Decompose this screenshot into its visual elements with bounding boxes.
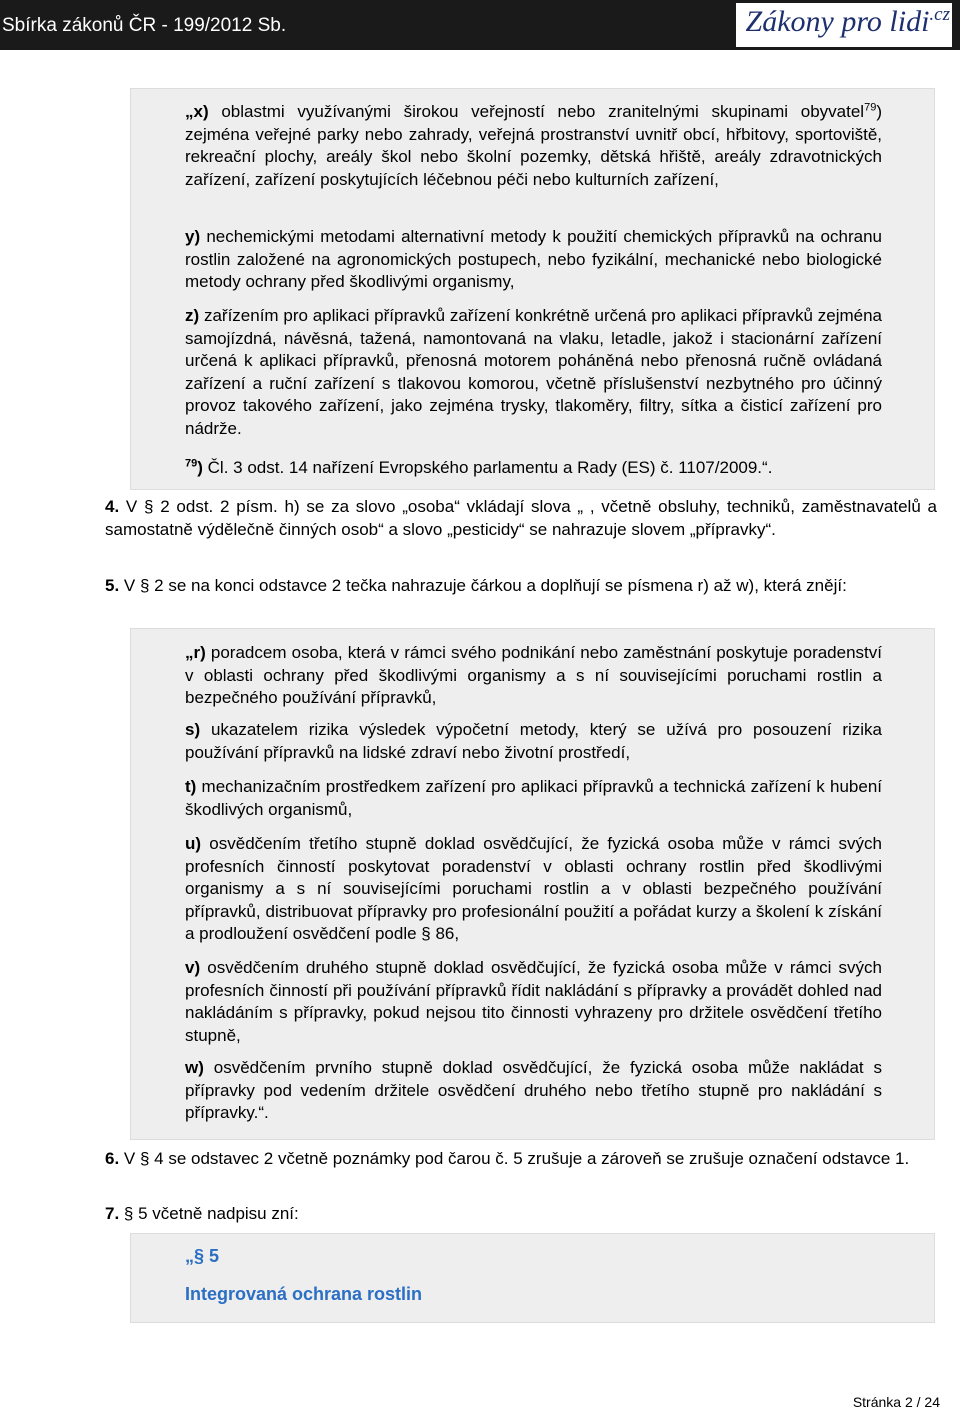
definition-y (185, 226, 882, 294)
definition-x (185, 101, 882, 191)
footnote-number: 79 (185, 457, 198, 470)
item-label-v: v) (185, 958, 201, 977)
item-label-r: „r) (185, 643, 206, 662)
point-number-4: 4. (105, 497, 120, 516)
amendment-point-5 (105, 575, 937, 598)
item-text-z: zařízením pro aplikaci přípravků zařízení konkrétně určená pro aplikaci přípravků zejména samojízdná, návěsná, tažená, namontovaná na vlaku, letadle, jakož i stacionární zařízení určená k aplikaci přípravků, přenosná motorem poháněná nebo přenosná ručně ovládaná zařízení a ruční zařízení s tlakovou komorou, včetně příslušenství nezbytného pro účinný provoz takového zařízení, jako zejména trysky, tlakoměry, filtry, sítka a čisticí zařízení pro nádrže. (185, 306, 882, 438)
item-text-s: ukazatelem rizika výsledek výpočetní metody, který se užívá pro posouzení rizika používání přípravků na lidské zdraví nebo životní prostředí, (185, 720, 882, 762)
document-title: Sbírka zákonů ČR - 199/2012 Sb. (2, 15, 287, 36)
site-logo[interactable] (736, 3, 952, 47)
definition-z (185, 305, 882, 441)
point-number-6: 6. (105, 1149, 120, 1168)
footnote-paren: ) (197, 458, 203, 477)
footnote-ref-79[interactable]: 79 (864, 101, 877, 114)
point-text-7: § 5 včetně nadpisu zní: (119, 1204, 299, 1223)
item-text-x-b: ) zejména veřejné parky nebo zahrady, veřejná prostranství uvnitř obcí, hřbitovy, sportoviště, rekreační plochy, areály škol nebo školní pozemky, dětská hřiště, areály zdravotnických zařízení, zařízení poskytujících léčebnou péči nebo kulturních zařízení, (185, 102, 882, 189)
item-label-w: w) (185, 1058, 204, 1077)
item-text-v: osvědčením druhého stupně doklad osvědčující, že fyzická osoba může v rámci svých profesních činností při používání přípravků řídit nakládání s přípravky a provádět dohled nad nakládáním s přípravky, pokud nejsou tito činnosti vyhrazeny pro držitele osvědčení třetího stupně, (185, 958, 882, 1045)
item-text-x-a: oblastmi využívanými širokou veřejností nebo zranitelnými skupinami obyvatel (208, 102, 865, 121)
definition-w (185, 1057, 882, 1125)
point-number-7: 7. (105, 1204, 120, 1223)
page-header (0, 0, 960, 50)
item-label-t: t) (185, 777, 197, 796)
definition-v (185, 957, 882, 1047)
item-label-z: z) (185, 306, 200, 325)
definition-t (185, 776, 882, 821)
section-heading: Integrovaná ochrana rostlin (185, 1284, 423, 1304)
item-text-y: nechemickými metodami alternativní metody k použití chemických přípravků na ochranu rostlin založené na agronomických postupech, nebo fyzikální, mechanické nebo biologické metody ochrany před škodlivými organismy, (185, 227, 882, 292)
item-text-t: mechanizačním prostředkem zařízení pro aplikaci přípravků a technická zařízení k hubení škodlivých organismů, (185, 777, 882, 819)
page-number: Stránka 2 / 24 (852, 1394, 940, 1410)
quoted-text-box-3 (130, 1233, 935, 1323)
item-label-s: s) (185, 720, 201, 739)
point-text-4: V § 2 odst. 2 písm. h) se za slovo „osoba“ vkládají slova „ , včetně obsluhy, techniků, zaměstnavatelů a samostatně výdělečně činných osob“ a slovo „pesticidy“ se nahrazuje slovem „přípravky“. (105, 497, 937, 539)
point-text-6: V § 4 se odstavec 2 včetně poznámky pod čarou č. 5 zrušuje a zároveň se zrušuje označení odstavce 1. (119, 1149, 910, 1168)
definition-r (185, 642, 882, 710)
item-label-u: u) (185, 834, 202, 853)
amendment-point-7 (105, 1203, 937, 1226)
item-text-r: poradcem osoba, která v rámci svého podnikání nebo zaměstnání poskytuje poradenství v oblasti ochrany před škodlivými organismy a s ní souvisejícími poruchami rostlin a bezpečného používání přípravků, (185, 643, 882, 708)
point-number-5: 5. (105, 576, 120, 595)
logo-text: Zákony pro lidi (745, 5, 930, 38)
point-text-5: V § 2 se na konci odstavce 2 tečka nahrazuje čárkou a doplňují se písmena r) až w), která znějí: (119, 576, 847, 595)
section-number: „§ 5 (185, 1246, 220, 1266)
amendment-point-6 (105, 1148, 937, 1171)
item-label-x: „x) (185, 102, 209, 121)
footnote-79 (185, 457, 882, 480)
logo-tld: .cz (929, 4, 950, 25)
item-label-y: y) (185, 227, 201, 246)
footnote-text: Čl. 3 odst. 14 nařízení Evropského parlamentu a Rady (ES) č. 1107/2009.“. (202, 458, 773, 477)
amendment-point-4 (105, 496, 937, 541)
item-text-w: osvědčením prvního stupně doklad osvědčující, že fyzická osoba může nakládat s přípravky pod vedením držitele osvědčení druhého nebo třetího stupně pro nakládání s přípravky.“. (185, 1058, 882, 1123)
definition-s (185, 719, 882, 764)
definition-u (185, 833, 882, 946)
item-text-u: osvědčením třetího stupně doklad osvědčující, že fyzická osoba může v rámci svých profesních činností poskytovat poradenství v oblasti ochrany rostlin před škodlivými organismy a s ní souvisejícími poruchami rostlin a v oblasti bezpečného používání přípravků, distribuovat přípravky pro profesionální použití a pořádat kurzy a školení k získání a prodloužení osvědčení podle § 86, (185, 834, 882, 944)
